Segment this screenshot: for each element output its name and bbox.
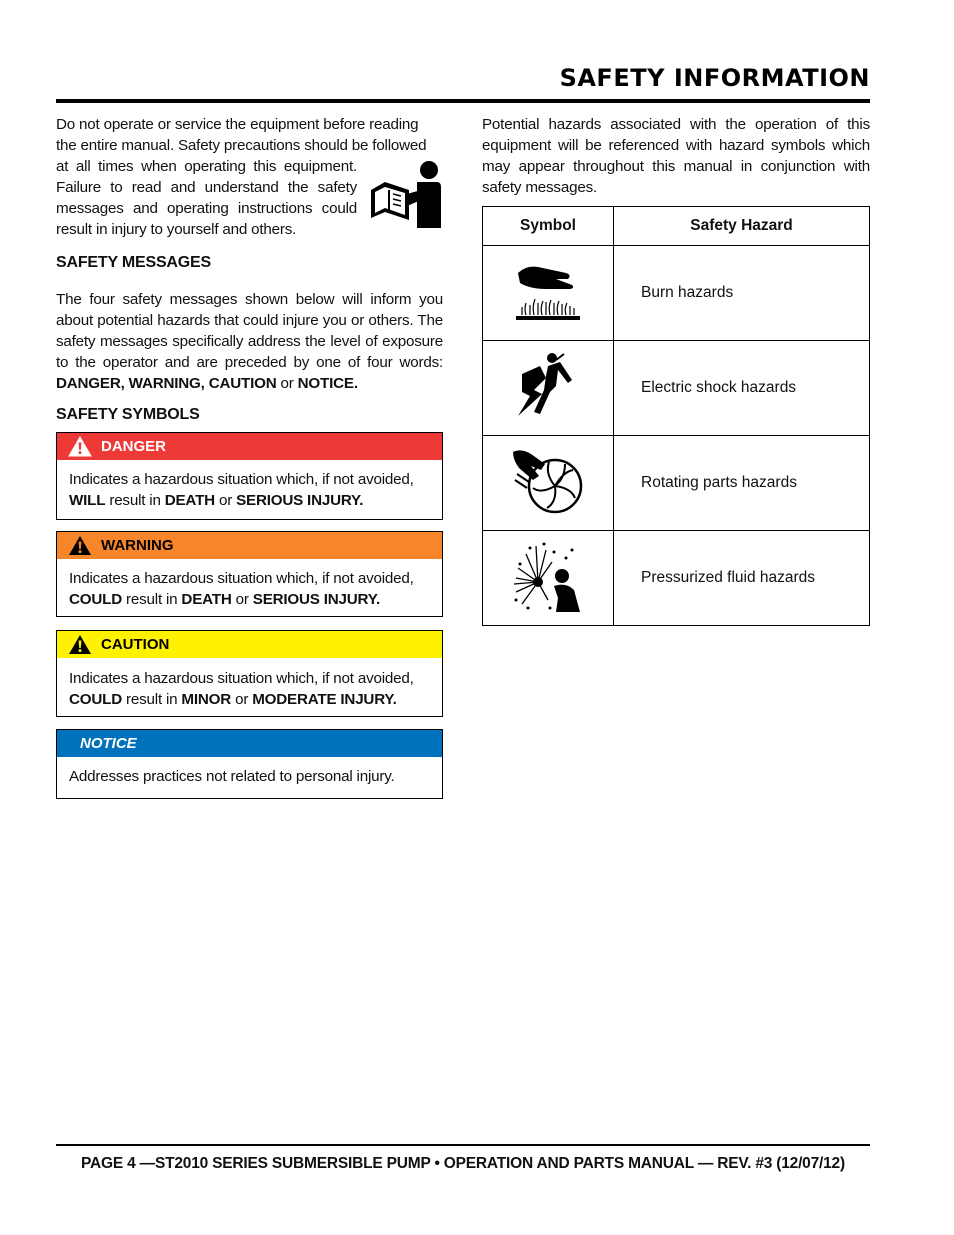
safety-messages-heading: SAFETY MESSAGES [56,254,211,271]
intro-line: at all times when operating this equipment. [56,158,357,175]
column-header-hazard: Safety Hazard [614,207,870,246]
danger-message-box [56,432,443,520]
column-header-symbol: Symbol [483,207,614,246]
pressurized-fluid-icon [510,538,586,614]
caution-message-box [56,630,443,717]
page-footer: PAGE 4 —ST2010 SERIES SUBMERSIBLE PUMP • OPERATION AND PARTS MANUAL — REV. #3 (12/07/12) [81,1155,845,1172]
hazard-name: Electric shock hazards [614,341,870,436]
symbol-cell [483,341,614,436]
safety-messages-paragraph [56,289,443,394]
intro-line: Failure to read and understand the safety [56,179,357,196]
symbol-cell [483,531,614,626]
notice-body [57,757,442,787]
danger-text: result in [105,492,165,509]
warning-word: DEATH [181,591,232,608]
caution-line: Indicates a hazardous situation which, if not avoided, [69,670,414,687]
danger-header [57,433,442,460]
warning-word: COULD [69,591,122,608]
footer-rule [56,1144,870,1146]
intro-line: result in injury to yourself and others. [56,221,297,238]
caution-header [57,631,442,658]
hazard-name: Rotating parts hazards [614,436,870,531]
danger-word: WILL [69,492,106,509]
intro-narrow-lines [56,156,357,240]
signal-words-or: or [276,375,298,392]
warning-text: result in [122,591,182,608]
table-row [483,341,870,436]
caution-word: MODERATE INJURY. [252,691,397,708]
caution-word: MINOR [181,691,232,708]
warning-line [69,589,432,610]
warning-label: WARNING [101,537,174,554]
caution-line [69,689,432,710]
danger-label: DANGER [101,438,167,455]
caution-text: result in [122,691,182,708]
danger-line [69,490,432,511]
page-title: SAFETY INFORMATION [559,64,870,92]
danger-body [57,460,442,511]
hazard-name: Pressurized fluid hazards [614,531,870,626]
hazards-intro: Potential hazards associated with the operation of this equipment will be referenced with hazard symbols which may appear throughout this manual in conjunction with safety messages. [482,116,870,196]
electric-shock-icon [512,350,584,422]
intro-line: Do not operate or service the equipment before reading [56,116,419,133]
symbol-cell [483,436,614,531]
warning-word: SERIOUS INJURY. [252,591,381,608]
warning-triangle-icon [68,436,92,457]
danger-text: or [214,492,237,509]
title-rule [56,99,870,103]
warning-text: or [231,591,253,608]
hazard-table-header [483,207,870,246]
warning-message-box [56,531,443,617]
safety-symbols-heading: SAFETY SYMBOLS [56,406,200,423]
intro-full-lines [56,114,443,156]
danger-line: Indicates a hazardous situation which, if not avoided, [69,471,414,488]
danger-word: DEATH [164,492,215,509]
notice-label: NOTICE [80,735,137,752]
rotating-parts-icon [511,444,585,518]
danger-word: SERIOUS INJURY. [236,492,364,509]
notice-line: Addresses practices not related to personal injury. [69,768,395,785]
burn-hazard-icon [512,259,584,323]
hazard-table [482,206,870,626]
warning-body [57,559,442,610]
caution-body [57,658,442,710]
notice-header [57,730,442,757]
signal-word-notice: NOTICE. [297,375,358,392]
signal-words: DANGER, WARNING, CAUTION [56,375,277,392]
table-row [483,246,870,341]
caution-label: CAUTION [101,636,170,653]
warning-triangle-icon [68,634,92,655]
intro-line: the entire manual. Safety precautions should be followed [56,137,427,154]
table-row [483,436,870,531]
symbol-cell [483,246,614,341]
intro-line: messages and operating instructions could [56,200,357,217]
warning-line: Indicates a hazardous situation which, if not avoided, [69,570,414,587]
warning-header [57,532,442,559]
caution-word: COULD [69,691,122,708]
notice-message-box [56,729,443,799]
hazard-name: Burn hazards [614,246,870,341]
safety-messages-text: The four safety messages shown below will inform you about potential hazards that could injure you or others. The safety messages specifically address the level of exposure to the operator and are preceded by one of four words: [56,291,443,371]
read-manual-icon [367,160,443,230]
table-row [483,531,870,626]
caution-text: or [231,691,253,708]
warning-triangle-icon [68,535,92,556]
